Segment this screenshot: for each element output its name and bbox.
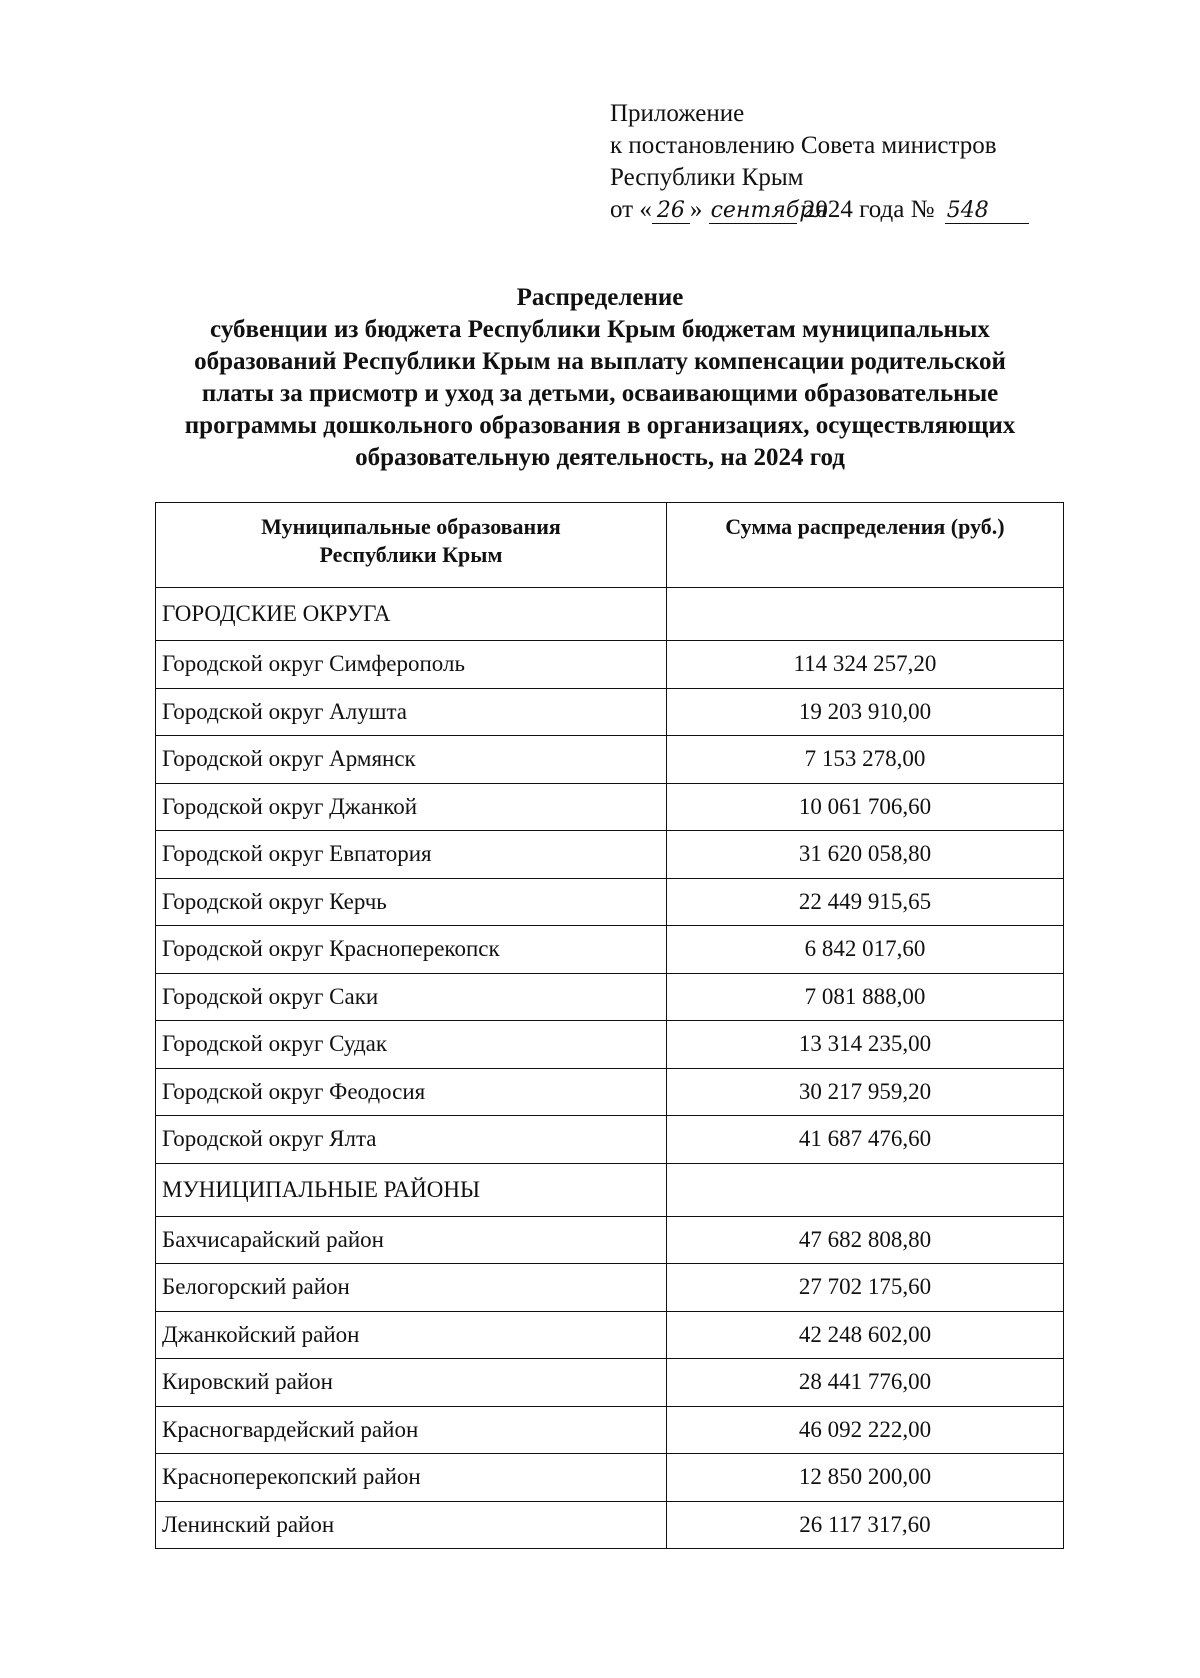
amount-value: 31 620 058,80 — [666, 831, 1063, 879]
municipality-name: Городской округ Ялта — [156, 1116, 667, 1164]
municipality-name: Городской округ Феодосия — [156, 1068, 667, 1116]
amount-value: 12 850 200,00 — [666, 1454, 1063, 1502]
table-row — [156, 736, 1064, 784]
header-municipality-line-1: Муниципальные образования — [261, 514, 561, 539]
document-title — [110, 282, 1090, 474]
amount-value: 42 248 602,00 — [666, 1311, 1063, 1359]
municipality-name: Городской округ Армянск — [156, 736, 667, 784]
municipality-name: Городской округ Симферополь — [156, 641, 667, 689]
municipality-name: Красногвардейский район — [156, 1406, 667, 1454]
distribution-table — [155, 502, 1064, 1549]
amount-value: 41 687 476,60 — [666, 1116, 1063, 1164]
table-row — [156, 1454, 1064, 1502]
table-row — [156, 1264, 1064, 1312]
amount-value: 7 081 888,00 — [666, 973, 1063, 1021]
date-month-handwritten: сентября — [710, 198, 828, 223]
title-line-1: субвенции из бюджета Республики Крым бюджетам муниципальных — [210, 316, 990, 343]
municipality-name: Городской округ Керчь — [156, 878, 667, 926]
table-row — [156, 1359, 1064, 1407]
title-line-5: образовательную деятельность, на 2024 год — [355, 444, 845, 471]
municipality-name: Городской округ Саки — [156, 973, 667, 1021]
amount-value: 46 092 222,00 — [666, 1406, 1063, 1454]
municipality-name: Городской округ Евпатория — [156, 831, 667, 879]
table-row — [156, 1311, 1064, 1359]
date-prefix: от « — [610, 196, 652, 223]
title-line-4: программы дошкольного образования в организациях, осуществляющих — [184, 412, 1016, 439]
table-row — [156, 1068, 1064, 1116]
table-row — [156, 1406, 1064, 1454]
municipality-name: Кировский район — [156, 1359, 667, 1407]
header-municipality — [156, 503, 667, 588]
table-row — [156, 1116, 1064, 1164]
table-row — [156, 831, 1064, 879]
table-row — [156, 1021, 1064, 1069]
section-empty-cell — [666, 588, 1063, 641]
appendix-date-line — [610, 194, 1080, 226]
municipality-name: Городской округ Джанкой — [156, 783, 667, 831]
section-label: МУНИЦИПАЛЬНЫЕ РАЙОНЫ — [156, 1163, 667, 1216]
amount-value: 47 682 808,80 — [666, 1216, 1063, 1264]
appendix-resolution-line: к постановлению Совета министров — [610, 132, 997, 159]
table-row — [156, 783, 1064, 831]
municipality-name: Красноперекопский район — [156, 1454, 667, 1502]
municipality-name: Городской округ Судак — [156, 1021, 667, 1069]
amount-value: 10 061 706,60 — [666, 783, 1063, 831]
municipality-name: Бахчисарайский район — [156, 1216, 667, 1264]
municipality-name: Джанкойский район — [156, 1311, 667, 1359]
doc-number-handwritten: 548 — [945, 199, 1029, 224]
table-row — [156, 1501, 1064, 1549]
appendix-label: Приложение — [610, 100, 745, 127]
table-row — [156, 926, 1064, 974]
table-row — [156, 641, 1064, 689]
section-row-districts — [156, 1163, 1064, 1216]
amount-value: 19 203 910,00 — [666, 688, 1063, 736]
section-empty-cell — [666, 1163, 1063, 1216]
table-row — [156, 688, 1064, 736]
amount-value: 26 117 317,60 — [666, 1501, 1063, 1549]
table-row — [156, 1216, 1064, 1264]
title-line-2: образований Республики Крым на выплату компенсации родительской — [194, 348, 1006, 375]
table-row — [156, 878, 1064, 926]
municipality-name: Белогорский район — [156, 1264, 667, 1312]
date-suffix: 2024 года № — [802, 196, 935, 223]
section-label: ГОРОДСКИЕ ОКРУГА — [156, 588, 667, 641]
amount-value: 13 314 235,00 — [666, 1021, 1063, 1069]
municipality-name: Городской округ Красноперекопск — [156, 926, 667, 974]
municipality-name: Ленинский район — [156, 1501, 667, 1549]
section-row-urban — [156, 588, 1064, 641]
title-line-3: платы за присмотр и уход за детьми, осваивающими образовательные — [201, 380, 999, 407]
municipality-name: Городской округ Алушта — [156, 688, 667, 736]
amount-value: 22 449 915,65 — [666, 878, 1063, 926]
amount-value: 28 441 776,00 — [666, 1359, 1063, 1407]
amount-value: 7 153 278,00 — [666, 736, 1063, 784]
header-municipality-line-2: Республики Крым — [319, 542, 503, 567]
amount-value: 114 324 257,20 — [666, 641, 1063, 689]
table-row — [156, 973, 1064, 1021]
title-heading: Распределение — [516, 284, 684, 311]
amount-value: 6 842 017,60 — [666, 926, 1063, 974]
table-header-row — [156, 503, 1064, 588]
amount-value: 30 217 959,20 — [666, 1068, 1063, 1116]
appendix-republic-line: Республики Крым — [610, 164, 804, 191]
date-day-handwritten: 26 — [652, 199, 690, 224]
appendix-block — [610, 98, 1080, 226]
header-amount: Сумма распределения (руб.) — [666, 503, 1063, 588]
date-mid: » — [689, 196, 703, 223]
amount-value: 27 702 175,60 — [666, 1264, 1063, 1312]
